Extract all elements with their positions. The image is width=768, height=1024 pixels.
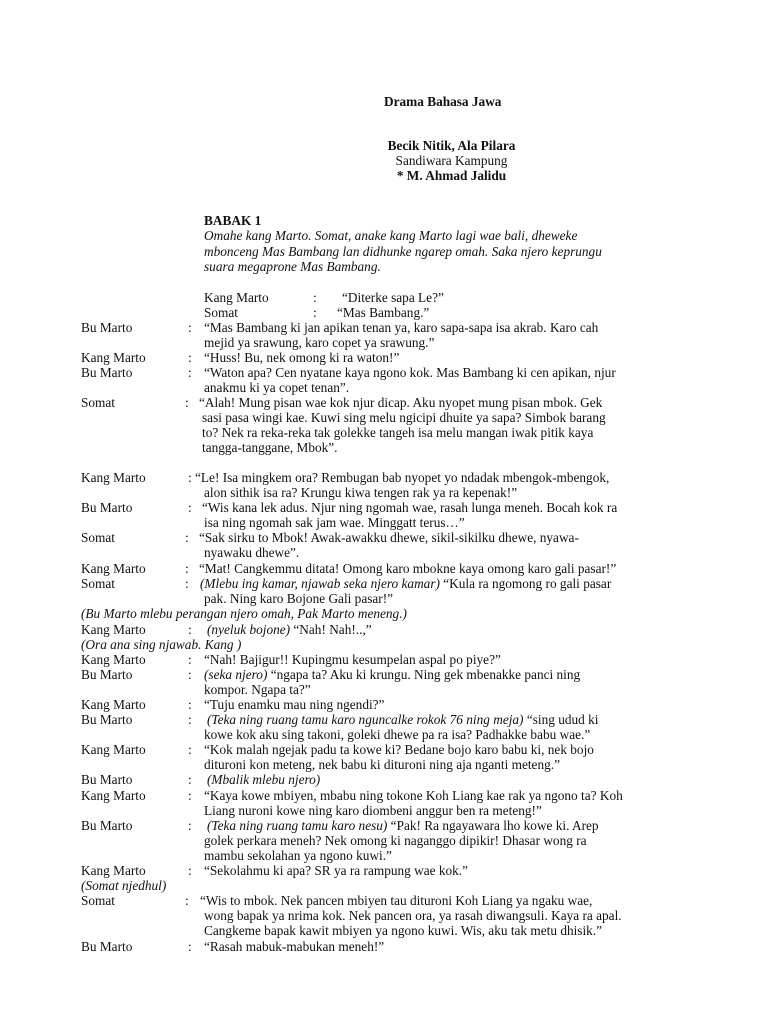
dialogue-line: “Wis to mbok. Nek pancen mbiyen tau dituroni Koh Liang ya ngaku wae, [200, 893, 593, 908]
colon-separator: : [188, 742, 192, 757]
colon-separator: : [188, 863, 192, 878]
colon-separator: : [313, 305, 317, 320]
speaker-name: Somat [204, 305, 238, 320]
dialogue-line: kowe kok aku sing takoni, goleki dhewe pa ra isa? Padhakke babu wae.” [204, 727, 591, 742]
dialogue-line: nyawaku dhewe”. [204, 545, 300, 560]
colon-separator: : [188, 667, 192, 682]
author-line: * M. Ahmad Jalidu [396, 168, 507, 183]
dialogue-line [207, 818, 599, 833]
dialogue-line: “Mat! Cangkemmu ditata! Omong karo mbokne kaya omong karo gali pasar!” [199, 561, 617, 576]
stage-direction: (Ora ana sing njawab. Kang ) [81, 637, 242, 652]
dialogue-line: “Kok malah ngejak padu ta kowe ki? Bedane bojo karo babu ki, nek bojo [204, 742, 594, 757]
colon-separator: : [188, 350, 192, 365]
dialogue-line: tangga-tanggane, Mbok”. [202, 440, 338, 455]
dialogue-text: “sing udud ki [523, 712, 599, 727]
play-title: Becik Nitik, Ala Pilara [387, 138, 516, 153]
dialogue-text: “Nah! Nah!..,” [290, 622, 372, 637]
dialogue-line: mambu sekolahan ya ngono kuwi.” [204, 848, 392, 863]
dialogue-line: alon sithik isa ra? Krungu kiwa tengen rak ya ra kepenak!” [204, 485, 518, 500]
speaker-name: Bu Marto [81, 320, 133, 335]
speaker-name: Kang Marto [81, 788, 146, 803]
dialogue-line [204, 667, 580, 682]
colon-separator: : [313, 290, 317, 305]
colon-separator: : [188, 365, 192, 380]
colon-separator: : [188, 772, 192, 787]
speaker-name: Kang Marto [81, 742, 146, 757]
speaker-name: Somat [81, 893, 115, 908]
stage-direction: (Teka ning ruang tamu karo nesu) [207, 818, 388, 833]
stage-direction: (Teka ning ruang tamu karo nguncalke rokok 76 ning meja) [207, 712, 524, 727]
dialogue-line: “Nah! Bajigur!! Kupingmu kesumpelan aspal po piye?” [204, 652, 501, 667]
dialogue-line: “Diterke sapa Le?” [342, 290, 444, 305]
dialogue-line: “Sekolahmu ki apa? SR ya ra rampung wae kok.” [204, 863, 469, 878]
speaker-name: Kang Marto [81, 622, 146, 637]
dialogue-line: dituroni kon meteng, nek babu ki dituroni ning aja nganti meteng.” [204, 757, 560, 772]
speaker-name: Bu Marto [81, 667, 133, 682]
colon-separator: : [188, 652, 192, 667]
stage-direction: (nyeluk bojone) [207, 622, 291, 637]
dialogue-text: “Kula ra ngomong ro gali pasar [439, 576, 612, 591]
dialogue-line: kompor. Ngapa ta?” [204, 682, 311, 697]
dialogue-line: golek perkara meneh? Nek omong ki naganggo dipikir! Dhasar wong ra [204, 833, 587, 848]
speaker-name: Bu Marto [81, 772, 133, 787]
speaker-name: Somat [81, 530, 115, 545]
speaker-name: Bu Marto [81, 365, 133, 380]
dialogue-text: “Pak! Ra ngayawara lho kowe ki. Arep [387, 818, 599, 833]
dialogue-line: “Tuju enamku mau ning ngendi?” [204, 697, 385, 712]
speaker-name: Bu Marto [81, 500, 133, 515]
dialogue-line: pak. Ning karo Bojone Gali pasar!” [204, 591, 394, 606]
speaker-name: Bu Marto [81, 939, 133, 954]
dialogue-line [207, 622, 372, 637]
dialogue-line: wong bapak ya nrima kok. Nek pancen ora, ya rasah diwangsuli. Kaya ra apal. [204, 908, 622, 923]
dialogue-line: “Mas Bambang.” [337, 305, 430, 320]
dialogue-line: Liang nuroni kowe ning karo diombeni anggur ben ra meteng!” [204, 803, 542, 818]
colon-separator: : [188, 712, 192, 727]
dialogue-line: “Kaya kowe mbiyen, mbabu ning tokone Koh Liang kae rak ya ngono ta? Koh [204, 788, 623, 803]
stage-direction: (Mbalik mlebu njero) [207, 772, 321, 787]
dialogue-line: anakmu ki ya copet tenan”. [204, 380, 350, 395]
colon-separator: : [185, 561, 189, 576]
dialogue-line [207, 712, 598, 727]
colon-separator: : [185, 893, 189, 908]
speaker-name: Somat [81, 395, 115, 410]
speaker-name: Kang Marto [204, 290, 269, 305]
dialogue-line: mejid ya srawung, karo copet ya srawung.” [204, 335, 435, 350]
stage-direction: (seka njero) [204, 667, 268, 682]
speaker-name: Kang Marto [81, 863, 146, 878]
colon-separator: : [188, 320, 192, 335]
dialogue-line: isa ning ngomah sak jam wae. Minggatt terus…” [204, 515, 465, 530]
dialogue-line: “Alah! Mung pisan wae kok njur dicap. Aku nyopet mung pisan mbok. Gek [199, 395, 603, 410]
stage-direction: (Mlebu ing kamar, njawab seka njero kamar) [200, 576, 440, 591]
colon-separator: : [188, 500, 192, 515]
stage-direction-line: mbonceng Mas Bambang lan didhunke ngarep omah. Saka njero keprungu [204, 244, 602, 259]
stage-direction-line: suara megaprone Mas Bambang. [204, 259, 381, 274]
dialogue-line: “Waton apa? Cen nyatane kaya ngono kok. Mas Bambang ki cen apikan, njur [204, 365, 616, 380]
speaker-name: Kang Marto [81, 350, 146, 365]
dialogue-line: “Rasah mabuk-mabukan meneh!” [204, 939, 385, 954]
dialogue-line: sasi pasa wingi kae. Kuwi sing melu ngicipi dhuite ya sapa? Simbok barang [202, 410, 606, 425]
dialogue-line: “Sak sirku to Mbok! Awak-awakku dhewe, sikil-sikilku dhewe, nyawa- [199, 530, 579, 545]
stage-direction-line: Omahe kang Marto. Somat, anake kang Marto lagi wae bali, dheweke [204, 228, 578, 243]
dialogue-line: to? Nek ra reka-reka tak golekke tangeh isa melu mangan iwak pitik kaya [202, 425, 594, 440]
dialogue-line: “Huss! Bu, nek omong ki ra waton!” [204, 350, 400, 365]
scene-heading: BABAK 1 [204, 213, 262, 228]
stage-direction: (Bu Marto mlebu perangan njero omah, Pak Marto meneng.) [81, 606, 407, 621]
dialogue-line: Cangkeme bapak kawit mbiyen ya ngono kuwi. Wis, aku tak metu dhisik.” [204, 923, 603, 938]
document-title: Drama Bahasa Jawa [384, 94, 502, 109]
colon-separator: : [188, 622, 192, 637]
colon-separator: : [185, 530, 189, 545]
speaker-name: Kang Marto [81, 470, 146, 485]
speaker-name: Kang Marto [81, 561, 146, 576]
speaker-name: Somat [81, 576, 115, 591]
dialogue-line: “Wis kana lek adus. Njur ning ngomah wae, rasah lunga meneh. Bocah kok ra [202, 500, 618, 515]
dialogue-line [200, 576, 611, 591]
speaker-name: Kang Marto [81, 697, 146, 712]
colon-separator: : [185, 576, 189, 591]
colon-separator: : [188, 788, 192, 803]
dialogue-line: “Mas Bambang ki jan apikan tenan ya, karo sapa-sapa isa akrab. Karo cah [204, 320, 599, 335]
colon-separator: : [185, 395, 189, 410]
colon-separator: : [188, 818, 192, 833]
colon-separator: : [188, 697, 192, 712]
speaker-name: Bu Marto [81, 818, 133, 833]
dialogue-text: “ngapa ta? Aku ki krungu. Ning gek mbenakke panci ning [267, 667, 581, 682]
dialogue-line: : “Le! Isa mingkem ora? Rembugan bab nyopet yo ndadak mbengok-mbengok, [188, 470, 610, 485]
colon-separator: : [188, 939, 192, 954]
play-subtitle: Sandiwara Kampung [395, 153, 508, 168]
speaker-name: Bu Marto [81, 712, 133, 727]
stage-direction: (Somat njedhul) [81, 878, 167, 893]
speaker-name: Kang Marto [81, 652, 146, 667]
